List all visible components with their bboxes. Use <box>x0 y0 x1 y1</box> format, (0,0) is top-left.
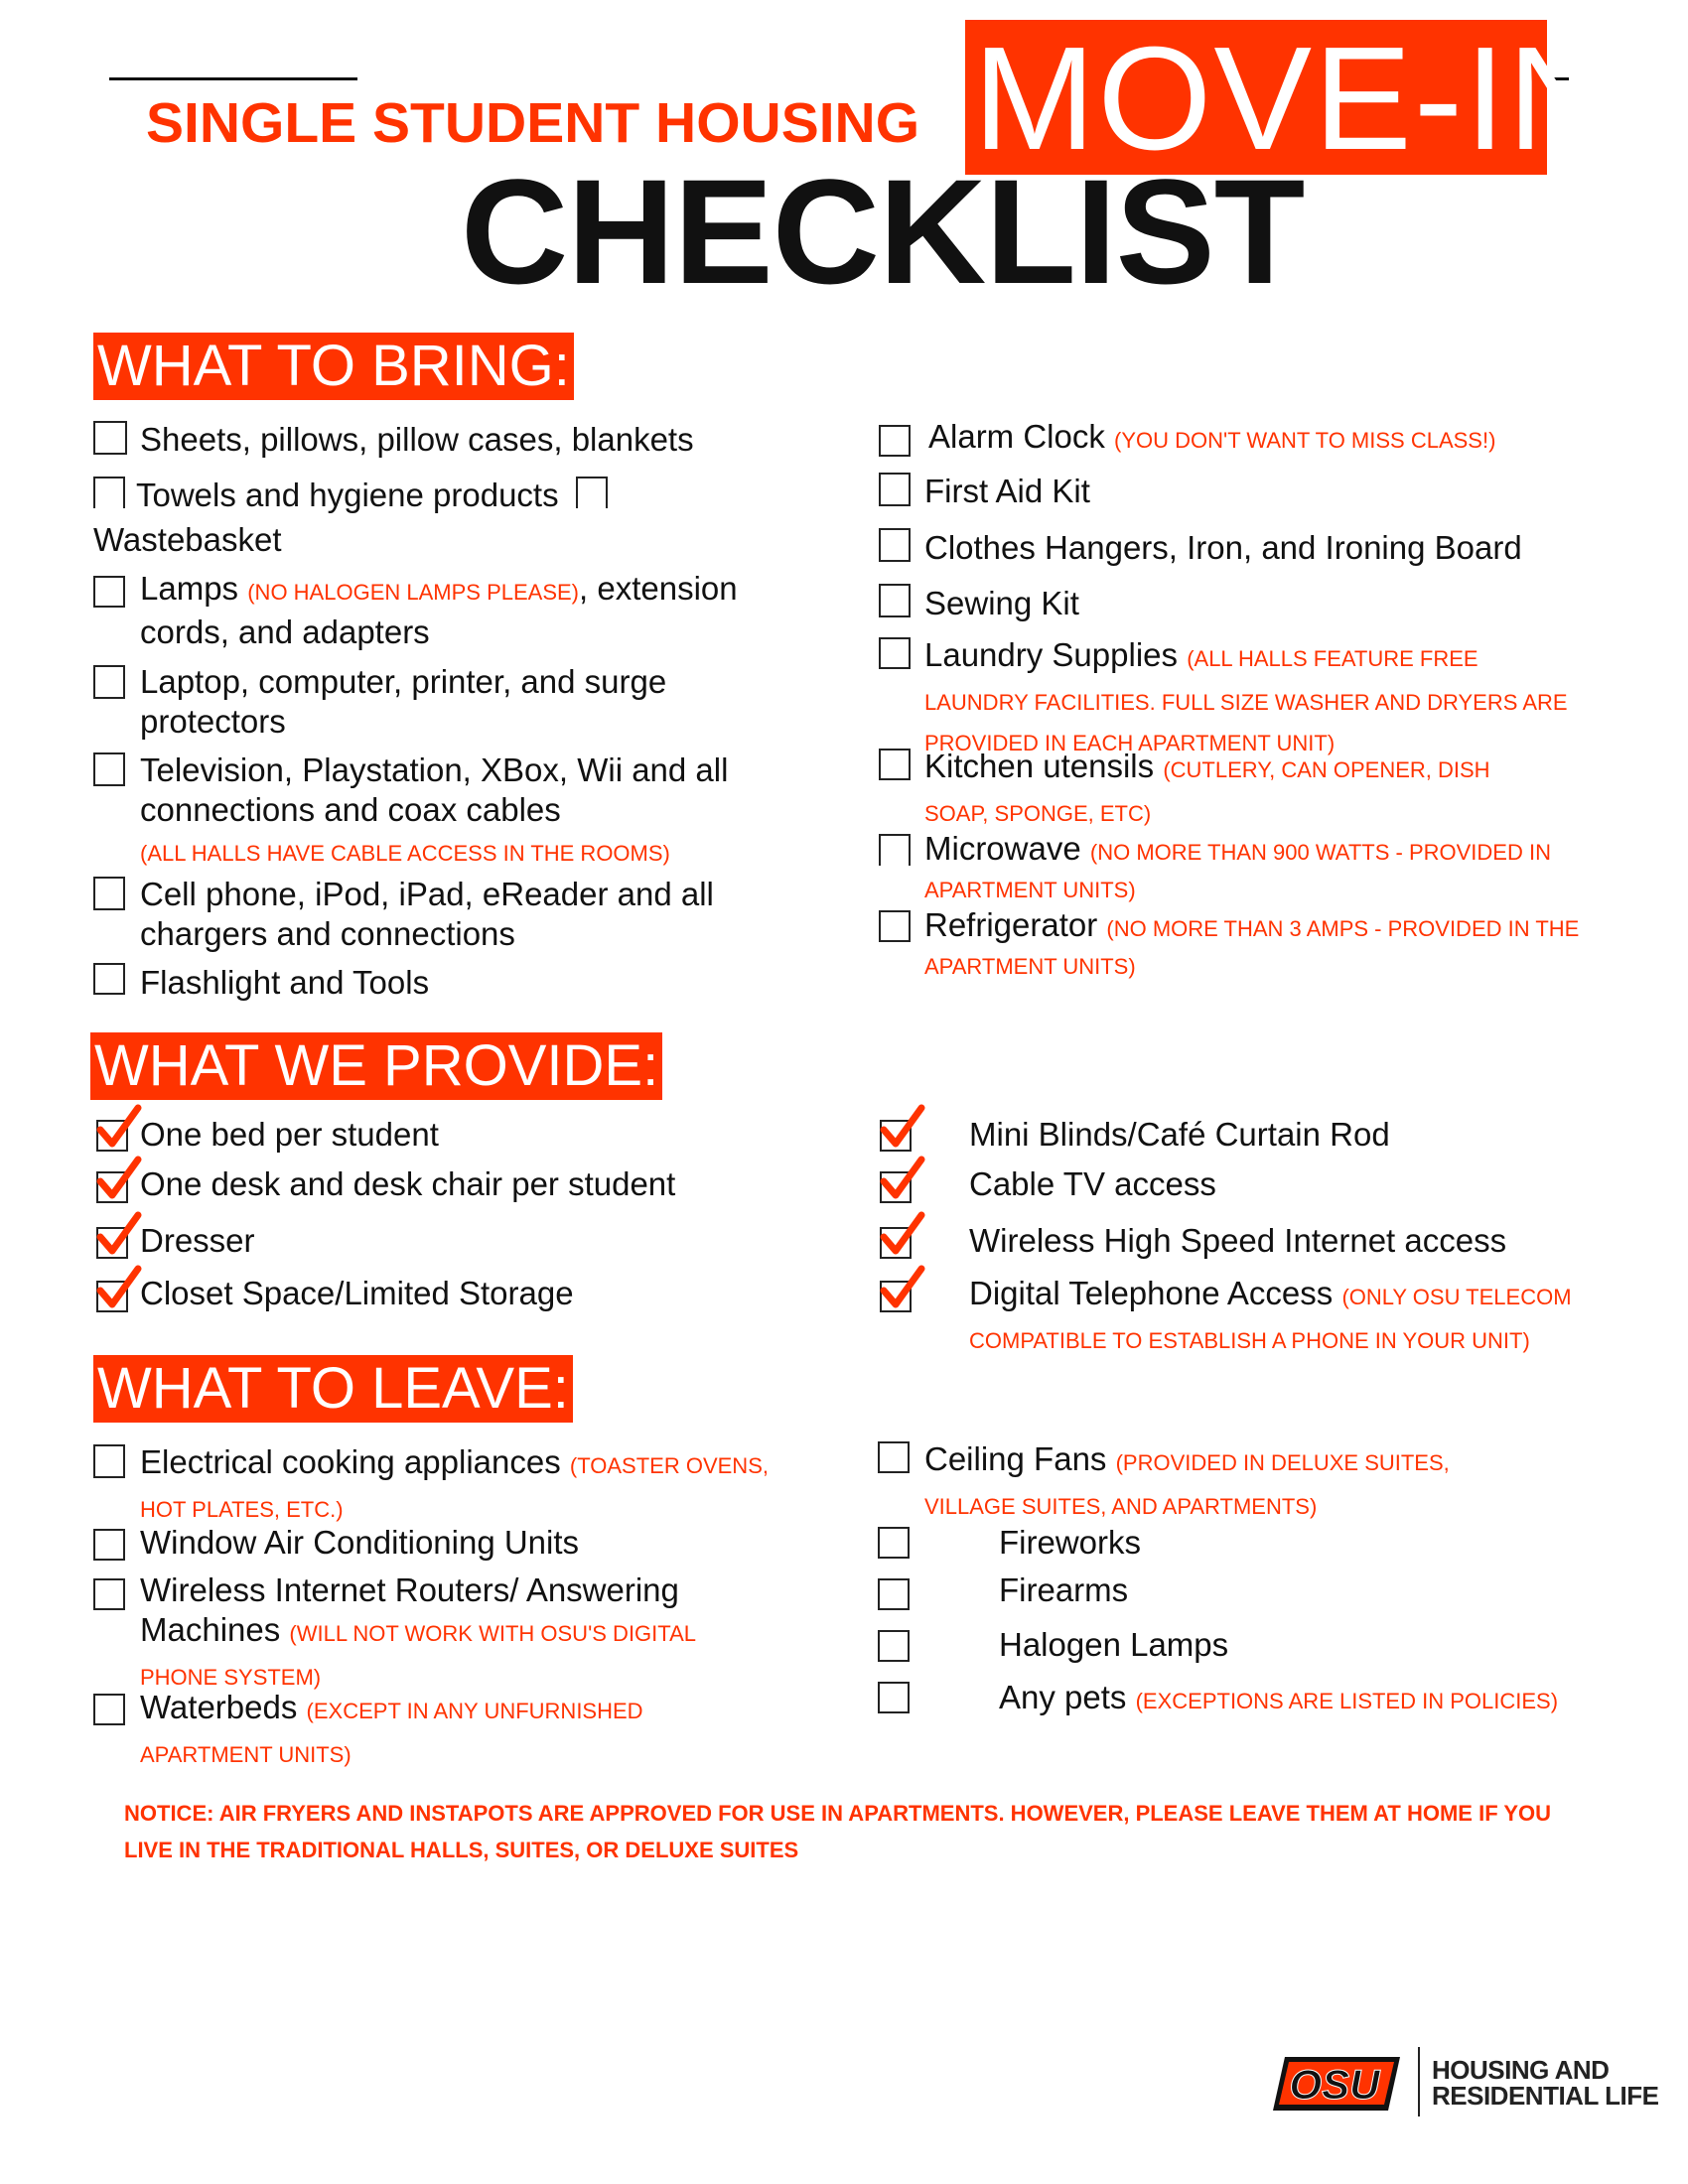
leave-item-waterbeds: Waterbeds (EXCEPT IN ANY UNFURNISHED APARTMENT UNITS) <box>140 1689 643 1767</box>
bring-item-kitchen: Kitchen utensils (CUTLERY, CAN OPENER, DISH SOAP, SPONGE, ETC) <box>924 748 1490 826</box>
checkbox-waterbeds[interactable] <box>93 1694 125 1725</box>
checkmark-icon <box>96 1104 142 1152</box>
bring-item-wastebasket: Wastebasket <box>93 521 282 558</box>
bring-item-lamps: Lamps (NO HALOGEN LAMPS PLEASE), extension cords, and adapters <box>140 570 738 650</box>
bring-item-refrigerator: Refrigerator (NO MORE THAN 3 AMPS - PROVIDED IN THE APARTMENT UNITS) <box>924 906 1580 979</box>
checkbox-lamps[interactable] <box>93 576 125 608</box>
checkmark-icon <box>96 1265 142 1312</box>
checkbox-first-aid[interactable] <box>879 473 911 506</box>
footer-divider <box>1418 2047 1420 2116</box>
checkbox-sewing[interactable] <box>879 584 911 617</box>
checkmark-icon <box>96 1211 142 1259</box>
leave-item-air-conditioning: Window Air Conditioning Units <box>140 1524 580 1561</box>
checkbox-ceiling-fans[interactable] <box>878 1441 910 1473</box>
leave-item-firearms: Firearms <box>999 1571 1129 1608</box>
checkbox-fireworks[interactable] <box>878 1527 910 1559</box>
checkbox-firearms[interactable] <box>878 1578 910 1610</box>
movein-highlight-text: MOVE-IN <box>973 17 1617 181</box>
provide-item-dresser: Dresser <box>140 1222 255 1259</box>
checkbox-kitchen[interactable] <box>879 749 911 780</box>
checkmark-icon <box>96 1156 142 1203</box>
leave-item-fireworks: Fireworks <box>999 1524 1142 1561</box>
checkbox-laptop[interactable] <box>93 665 125 699</box>
checkmark-icon <box>880 1104 925 1152</box>
bring-item-microwave: Microwave (NO MORE THAN 900 WATTS - PROVIDED IN APARTMENT UNITS) <box>924 830 1551 902</box>
footer-logo <box>1271 2045 1659 2124</box>
bring-item-first-aid: First Aid Kit <box>924 473 1090 509</box>
leave-item-routers: Wireless Internet Routers/ Answering Machines (WILL NOT WORK WITH OSU'S DIGITAL PHONE SYSTEM) <box>140 1571 696 1690</box>
checkmark-icon <box>880 1211 925 1259</box>
checkbox-air-conditioning[interactable] <box>93 1529 125 1561</box>
checkbox-halogen[interactable] <box>878 1630 910 1662</box>
checkbox-towels[interactable] <box>93 477 125 508</box>
header-rule-left <box>109 77 357 80</box>
checkbox-hangers[interactable] <box>879 528 911 562</box>
bring-item-laptop: Laptop, computer, printer, and surge protectors <box>140 663 667 740</box>
provide-item-cable-tv: Cable TV access <box>969 1165 1216 1202</box>
checkbox-flashlight[interactable] <box>93 963 125 995</box>
section-heading-bring: WHAT TO BRING: <box>93 333 574 400</box>
provide-item-bed: One bed per student <box>140 1116 439 1153</box>
checkbox-television[interactable] <box>93 752 125 786</box>
notice-text: NOTICE: AIR FRYERS AND INSTAPOTS ARE APPROVED FOR USE IN APARTMENTS. HOWEVER, PLEASE LEAVE THEM AT HOME IF YOU LIVE IN THE TRADITIONAL HALLS, SUITES, OR DELUXE SUITES <box>124 1801 1552 1862</box>
provide-item-internet: Wireless High Speed Internet access <box>969 1222 1507 1259</box>
checkbox-refrigerator[interactable] <box>879 910 911 942</box>
leave-item-cooking: Electrical cooking appliances (TOASTER OVENS, HOT PLATES, ETC.) <box>140 1443 769 1522</box>
provide-item-blinds: Mini Blinds/Café Curtain Rod <box>969 1116 1390 1153</box>
leave-item-pets: Any pets (EXCEPTIONS ARE LISTED IN POLICIES) <box>999 1679 1559 1715</box>
footer-org-name: HOUSING AND RESIDENTIAL LIFE <box>1432 2055 1659 2111</box>
provide-item-closet: Closet Space/Limited Storage <box>140 1275 574 1311</box>
checkbox-wastebasket[interactable] <box>576 477 608 508</box>
osu-logo-text: OSU <box>1289 2061 1380 2108</box>
checkmark-icon <box>880 1265 925 1312</box>
provide-item-telephone: Digital Telephone Access (ONLY OSU TELECOM COMPATIBLE TO ESTABLISH A PHONE IN YOUR UNIT) <box>969 1275 1572 1353</box>
bring-item-alarm-clock: Alarm Clock (YOU DON'T WANT TO MISS CLASS!) <box>928 418 1496 455</box>
bring-item-laundry: Laundry Supplies (ALL HALLS FEATURE FREE LAUNDRY FACILITIES. FULL SIZE WASHER AND DRYERS ARE PROVIDED IN EACH APARTMENT UNIT) <box>924 636 1568 755</box>
bring-item-sheets: Sheets, pillows, pillow cases, blankets <box>140 421 694 458</box>
checkbox-cooking[interactable] <box>93 1444 125 1478</box>
bring-item-hangers: Clothes Hangers, Iron, and Ironing Board <box>924 529 1522 566</box>
bring-item-sewing: Sewing Kit <box>924 585 1079 621</box>
header-subtitle: SINGLE STUDENT HOUSING <box>146 91 920 155</box>
leave-item-ceiling-fans: Ceiling Fans (PROVIDED IN DELUXE SUITES, VILLAGE SUITES, AND APARTMENTS) <box>924 1440 1450 1519</box>
checkbox-microwave[interactable] <box>879 834 911 866</box>
checkbox-routers[interactable] <box>93 1578 125 1610</box>
checkmark-icon <box>880 1156 925 1203</box>
section-heading-provide: WHAT WE PROVIDE: <box>90 1032 662 1100</box>
section-heading-leave: WHAT TO LEAVE: <box>93 1355 573 1423</box>
bring-item-flashlight: Flashlight and Tools <box>140 964 430 1001</box>
checkbox-sheets[interactable] <box>93 421 127 455</box>
osu-logo-icon <box>1271 2053 1402 2115</box>
checkbox-alarm-clock[interactable] <box>879 425 911 457</box>
bring-item-towels: Towels and hygiene products <box>136 477 559 513</box>
checkbox-pets[interactable] <box>878 1682 910 1713</box>
provide-item-desk: One desk and desk chair per student <box>140 1165 676 1202</box>
checkbox-laundry[interactable] <box>879 637 911 669</box>
leave-item-halogen: Halogen Lamps <box>999 1626 1229 1663</box>
page-title: CHECKLIST <box>461 148 1305 315</box>
bring-item-television: Television, Playstation, XBox, Wii and all connections and coax cables (ALL HALLS HAVE CABLE ACCESS IN THE ROOMS) <box>140 751 729 866</box>
checkbox-cellphone[interactable] <box>93 877 125 910</box>
bring-item-cellphone: Cell phone, iPod, iPad, eReader and all chargers and connections <box>140 876 714 952</box>
